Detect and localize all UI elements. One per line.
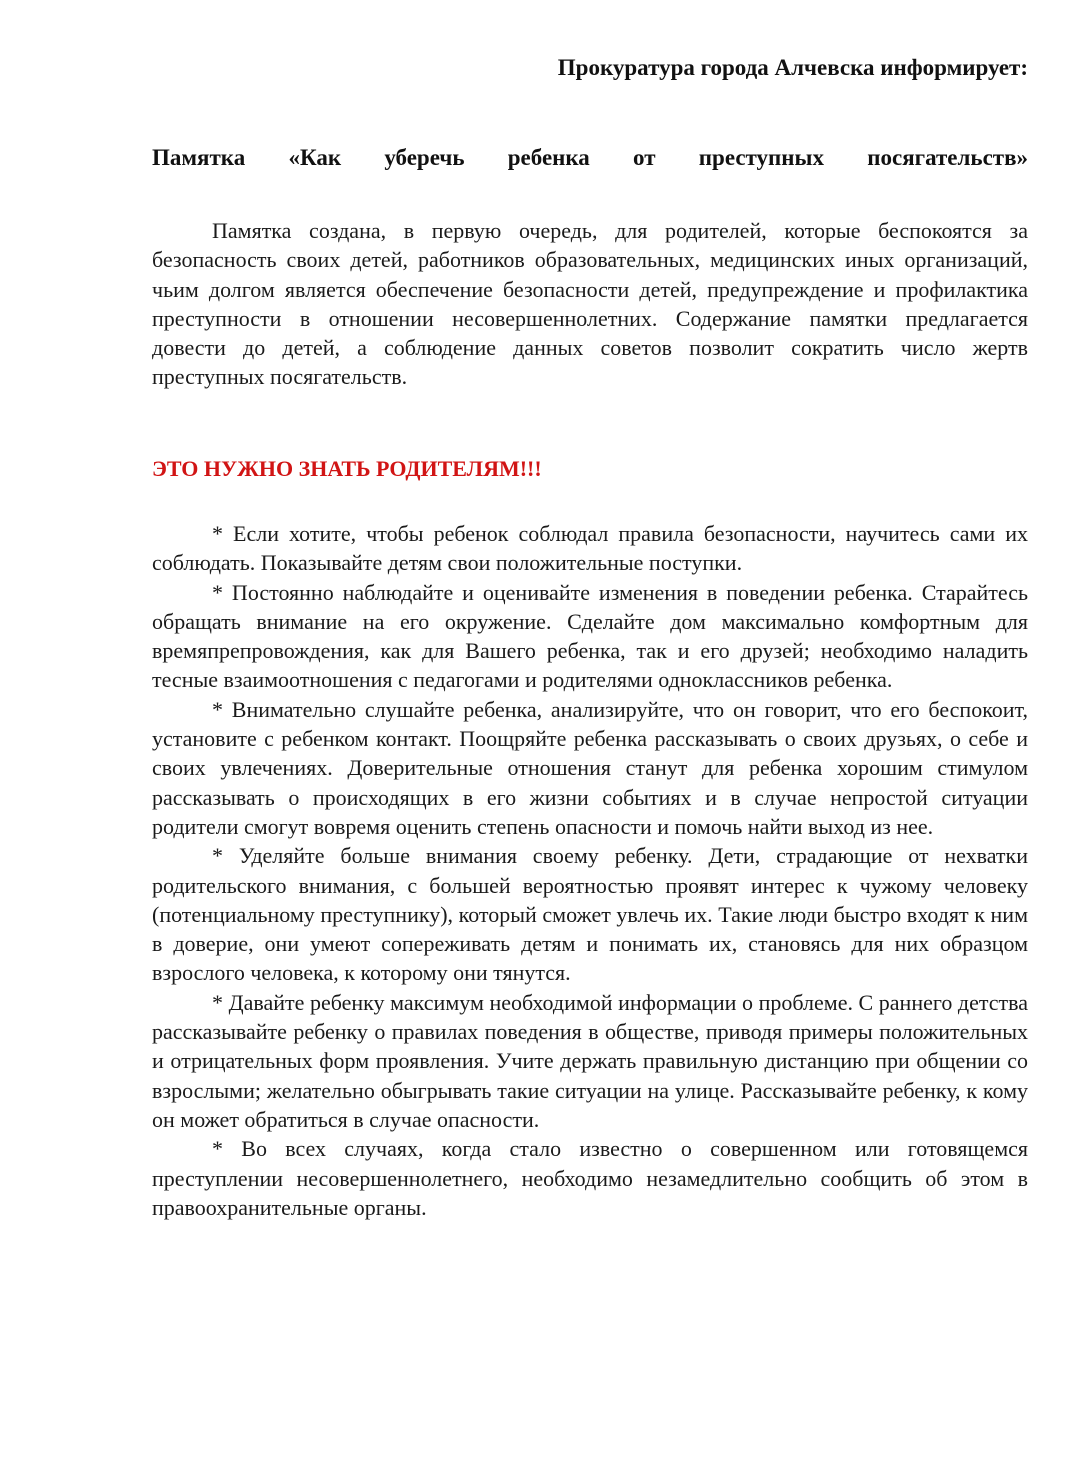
tip-paragraph: * Во всех случаях, когда стало известно о совершенном или готовящемся преступлении несовершеннолетнего, необходимо незамедлительно сообщить об этом в правоохранительные органы. (152, 1136, 1028, 1220)
intro-paragraph: Памятка создана, в первую очередь, для родителей, которые беспокоятся за безопасность своих детей, работников образовательных, медицинских иных организаций, чьим долгом является обеспечение безопасности детей, предупреждение и профилактика преступности в отношении несовершеннолетних. Содержание памятки предлагается довести до детей, а соблюдение данных советов позволит сократить число жертв преступных посягательств. (152, 218, 1028, 390)
page-header: Прокуратура города Алчевска информирует: (557, 55, 1028, 80)
tip-paragraph: * Постоянно наблюдайте и оценивайте изменения в поведении ребенка. Старайтесь обращать внимание на его окружение. Сделайте дом максимально комфортным для времяпрепровождения, как для Вашего ребенка, так и его друзей; необходимо наладить тесные взаимоотношения с педагогами и родителями одноклассников ребенка. (152, 579, 1028, 693)
tip-paragraph: * Давайте ребенку максимум необходимой информации о проблеме. С раннего детства рассказывайте ребенку о правилах поведения в обществе, приводя примеры положительных и отрицательных форм проявления. Учите держать правильную дистанцию при общении со взрослыми; желательно обыгрывать такие ситуации на улице. Рассказывайте ребенку, к кому он может обратиться в случае опасности. (152, 989, 1028, 1132)
parents-heading: ЭТО НУЖНО ЗНАТЬ РОДИТЕЛЯМ!!! (152, 456, 542, 481)
tip-paragraph: * Уделяйте больше внимания своему ребенку. Дети, страдающие от нехватки родительского внимания, с большей вероятностью проявят интерес к чужому человеку (потенциальному преступнику), который сможет увлечь их. Такие люди быстро входят к ним в доверие, они умеют сопереживать детям и понимать их, становясь для них образцом взрослого человека, к которому они тянутся. (152, 843, 1028, 986)
tip-paragraph: * Внимательно слушайте ребенка, анализируйте, что он говорит, что его беспокоит, установите с ребенком контакт. Поощряйте ребенка рассказывать о своих друзьях, о себе и своих увлечениях. Доверительные отношения станут для ребенка хорошим стимулом рассказывать о происходящих в его жизни событиях и в случае непростой ситуации родители смогут вовремя оценить степень опасности и помочь найти выход из нее. (152, 696, 1028, 839)
memo-title: Памятка «Как уберечь ребенка от преступных посягательств» (152, 145, 1028, 170)
tip-paragraph: * Если хотите, чтобы ребенок соблюдал правила безопасности, научитесь сами их соблюдать. Показывайте детям свои положительные поступки. (152, 521, 1028, 576)
tips-list (152, 519, 1028, 1222)
